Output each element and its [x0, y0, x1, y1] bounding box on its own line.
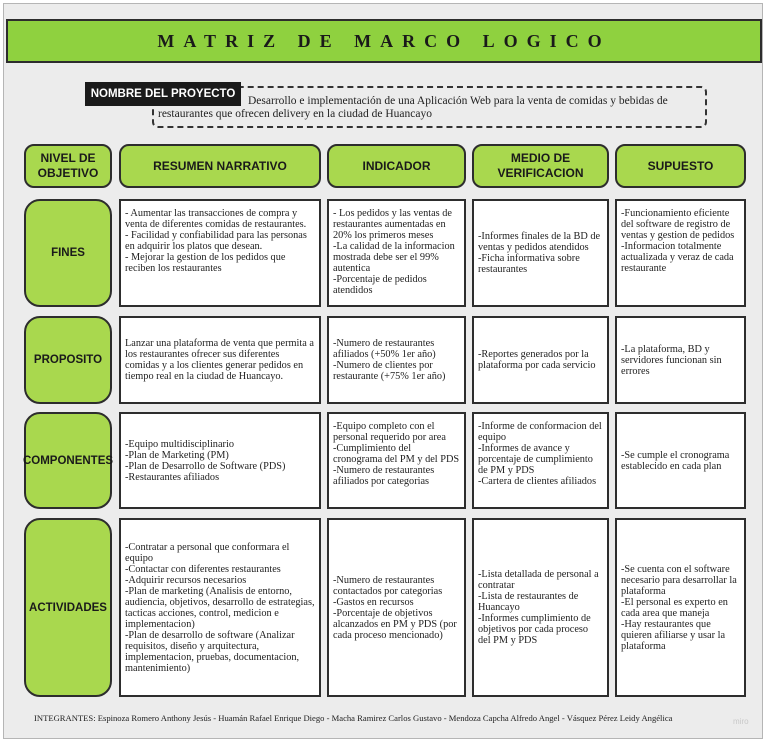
header-medio-verificacion: MEDIO DE VERIFICACION — [472, 144, 609, 188]
level-actividades: ACTIVIDADES — [24, 518, 112, 697]
miro-watermark: miro — [733, 717, 749, 726]
header-supuesto: SUPUESTO — [615, 144, 746, 188]
cell-proposito-resumen: Lanzar una plataforma de venta que permita a los restaurantes ofrecer sus diferentes comidas y a los clientes generar pedidos en tiempo real en la ciudad de Huancayo. — [119, 316, 321, 404]
project-name-text: Desarrollo e implementación de una Aplicación Web para la venta de comidas y bebidas de restaurantes que ofrecen delivery en la ciudad de Huancayo — [158, 95, 668, 120]
cell-fines-indicador: - Los pedidos y las ventas de restaurantes aumentadas en 20% los primeros meses -La calidad de la informacion mostrada debe ser el 99% autentica -Porcentaje de pedidos atendidos — [327, 199, 466, 307]
page-title: MATRIZ DE MARCO LOGICO — [157, 30, 611, 51]
cell-actividades-medio: -Lista detallada de personal a contratar -Lista de restaurantes de Huancayo -Informes cumplimiento de objetivos por cada proceso del PM y PDS — [472, 518, 609, 697]
cell-componentes-indicador: -Equipo completo con el personal requerido por area -Cumplimiento del cronograma del PM y del PDS -Numero de restaurantes afiliados por categorias — [327, 412, 466, 509]
cell-actividades-indicador: -Numero de restaurantes contactados por categorias -Gastos en recursos -Porcentaje de objetivos alcanzados en PM y PDS (por cada proceso mencionado) — [327, 518, 466, 697]
level-componentes: COMPONENTES — [24, 412, 112, 509]
level-fines: FINES — [24, 199, 112, 307]
cell-fines-medio: -Informes finales de la BD de ventas y pedidos atendidos -Ficha informativa sobre restaurantes — [472, 199, 609, 307]
team-members-footer: INTEGRANTES: Espinoza Romero Anthony Jesús - Huamán Rafael Enrique Diego - Macha Ramirez Carlos Gustavo - Mendoza Capcha Alfredo Angel - Vásquez Pérez Leidy Angélica — [34, 713, 673, 723]
header-nivel-objetivo: NIVEL DE OBJETIVO — [24, 144, 112, 188]
header-indicador: INDICADOR — [327, 144, 466, 188]
cell-fines-supuesto: -Funcionamiento eficiente del software de registro de ventas y gestion de pedidos -Informacion totalmente actualizada y veraz de cada restaurante — [615, 199, 746, 307]
project-name-label: NOMBRE DEL PROYECTO — [85, 82, 241, 106]
cell-actividades-resumen: -Contratar a personal que conformara el equipo -Contactar con diferentes restaurantes -Adquirir recursos necesarios -Plan de marketing (Analisis de entorno, audiencia, objetivos, desarrollo de estrategias, tacticas acciones, control, medicion e implementacion) -Plan de desarrollo de software (Analizar requisitos, diseño y arquitectura, implementacion, pruebas, documentacion, mantenimiento) — [119, 518, 321, 697]
cell-componentes-supuesto: -Se cumple el cronograma establecido en cada plan — [615, 412, 746, 509]
cell-componentes-resumen: -Equipo multidisciplinario -Plan de Marketing (PM) -Plan de Desarrollo de Software (PDS) -Restaurantes afiliados — [119, 412, 321, 509]
cell-componentes-medio: -Informe de conformacion del equipo -Informes de avance y porcentaje de cumplimiento de PM y PDS -Cartera de clientes afiliados — [472, 412, 609, 509]
cell-proposito-indicador: -Numero de restaurantes afiliados (+50% 1er año) -Numero de clientes por restaurante (+75% 1er año) — [327, 316, 466, 404]
cell-fines-resumen: - Aumentar las transacciones de compra y venta de diferentes comidas de restaurantes. - Facilidad y confiabilidad para las personas en adquirir los platos que desean. - Mejorar la gestion de los pedidos que reciben los restaurantes — [119, 199, 321, 307]
cell-proposito-medio: -Reportes generados por la plataforma por cada servicio — [472, 316, 609, 404]
cell-actividades-supuesto: -Se cuenta con el software necesario para desarrollar la plataforma -El personal es experto en cada area que maneja -Hay restaurantes que quieren afiliarse y usar la plataforma — [615, 518, 746, 697]
cell-proposito-supuesto: -La plataforma, BD y servidores funcionan sin errores — [615, 316, 746, 404]
header-resumen-narrativo: RESUMEN NARRATIVO — [119, 144, 321, 188]
level-proposito: PROPOSITO — [24, 316, 112, 404]
title-bar — [6, 19, 762, 63]
